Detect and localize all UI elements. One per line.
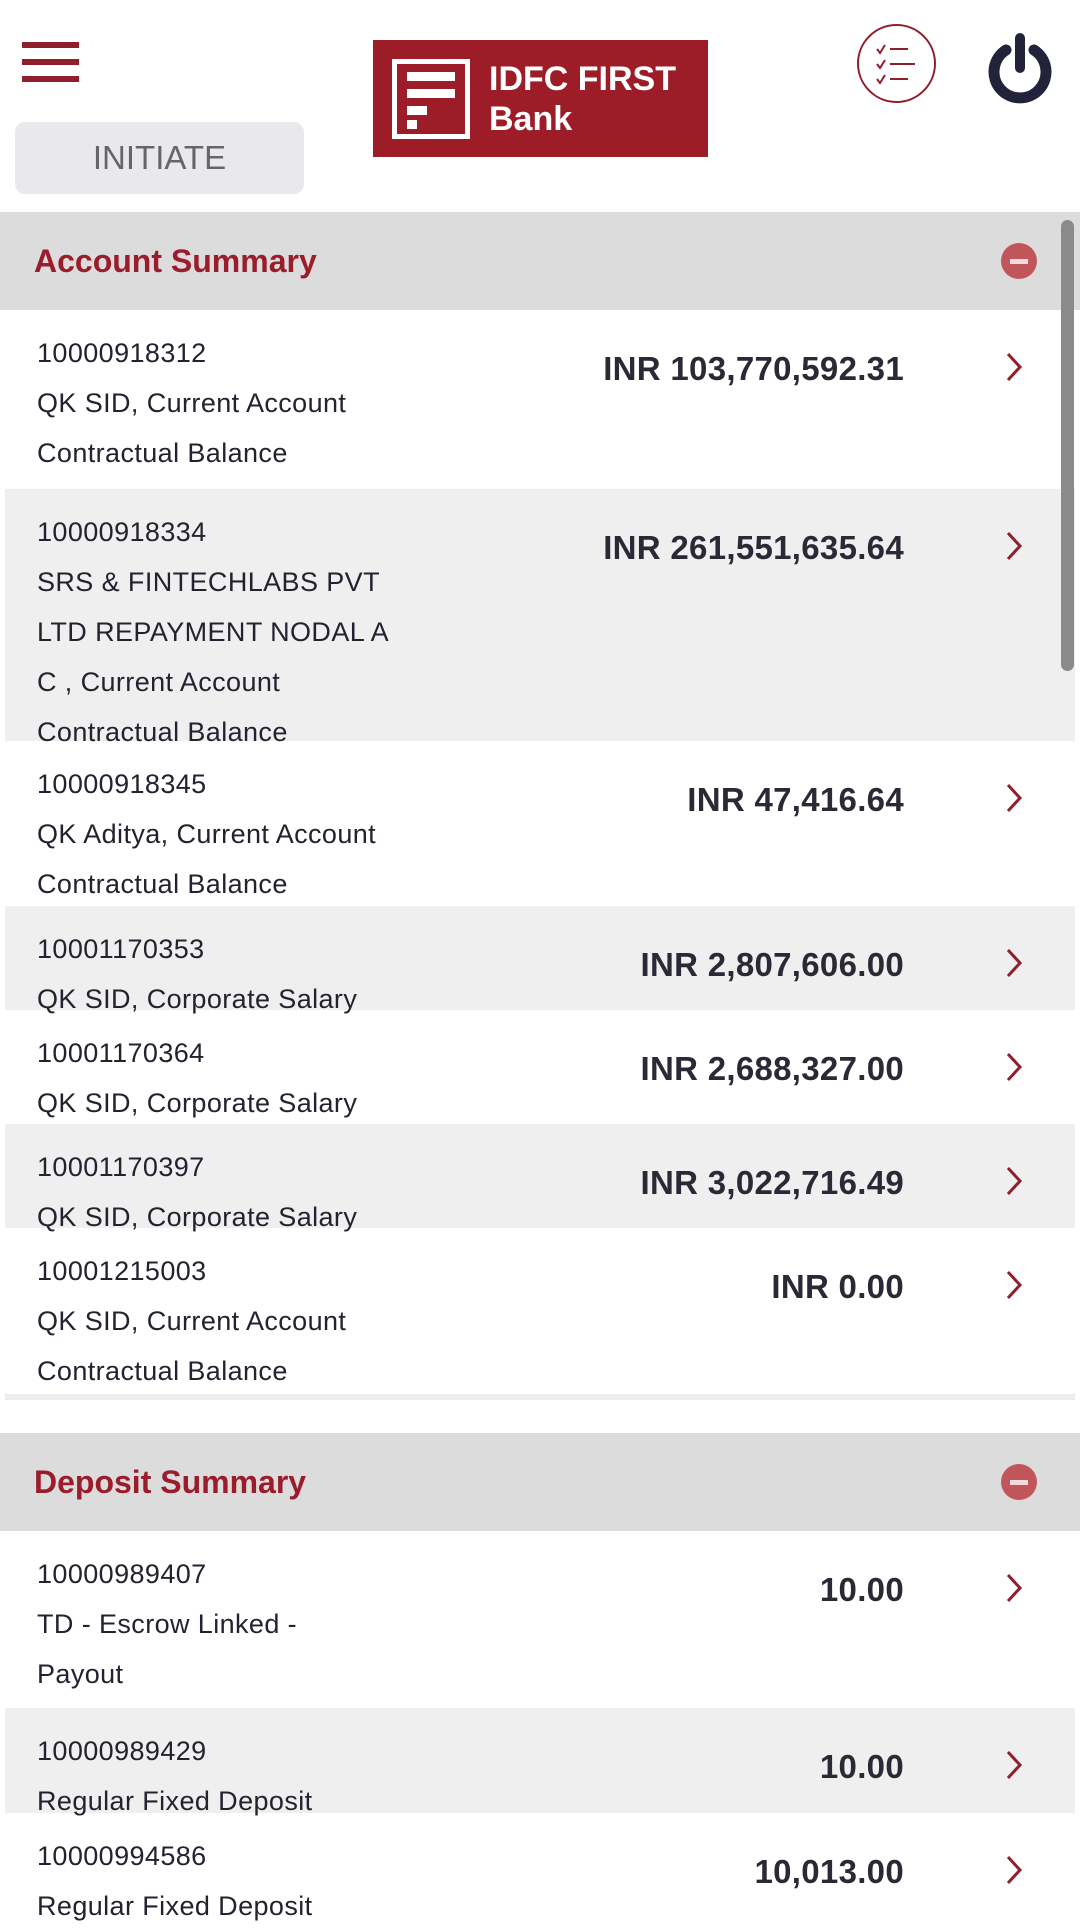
account-description: QK SID, Current Account xyxy=(37,388,347,418)
chevron-right-icon[interactable] xyxy=(1003,1853,1025,1887)
account-number: 10000989407 xyxy=(37,1559,207,1589)
initiate-button[interactable]: INITIATE xyxy=(15,122,304,194)
account-description: SRS & FINTECHLABS PVT xyxy=(37,567,380,597)
account-description: Contractual Balance xyxy=(37,717,288,747)
logo-text-line1: IDFC FIRST xyxy=(489,59,676,98)
account-balance: INR 2,688,327.00 xyxy=(640,1050,904,1087)
collapse-minus-icon[interactable] xyxy=(1001,1464,1037,1500)
account-row[interactable] xyxy=(5,1531,1075,1708)
chevron-right-icon[interactable] xyxy=(1003,350,1025,384)
account-row[interactable] xyxy=(5,1708,1075,1816)
account-row[interactable] xyxy=(5,1010,1075,1124)
deposit-summary-title: Deposit Summary xyxy=(34,1463,307,1500)
account-row[interactable] xyxy=(5,310,1075,489)
account-description: TD - Escrow Linked - xyxy=(37,1609,298,1639)
logo-text-line2: Bank xyxy=(489,99,573,138)
account-balance: INR 2,807,606.00 xyxy=(640,946,904,983)
chevron-right-icon[interactable] xyxy=(1003,529,1025,563)
account-balance: INR 103,770,592.31 xyxy=(603,350,904,387)
deposit-summary-header[interactable] xyxy=(0,1433,1080,1531)
menu-button[interactable] xyxy=(22,42,79,82)
account-balance: 10,013.00 xyxy=(754,1853,904,1890)
account-balance: 10.00 xyxy=(819,1748,904,1785)
account-balance: INR 3,022,716.49 xyxy=(640,1164,904,1201)
account-row[interactable] xyxy=(5,1813,1075,1920)
account-row[interactable] xyxy=(5,741,1075,906)
account-description: C , Current Account xyxy=(37,667,281,697)
account-description: Payout xyxy=(37,1659,124,1689)
account-balance: INR 0.00 xyxy=(771,1268,904,1305)
account-description: QK SID, Corporate Salary xyxy=(37,1088,358,1118)
scrollbar[interactable] xyxy=(1061,220,1074,671)
account-description: Contractual Balance xyxy=(37,438,288,468)
account-balance: INR 47,416.64 xyxy=(687,781,904,818)
account-description: QK SID, Corporate Salary xyxy=(37,984,358,1014)
account-row[interactable] xyxy=(5,906,1075,1014)
account-number: 10001170397 xyxy=(37,1152,205,1182)
account-number: 10000989429 xyxy=(37,1736,207,1766)
account-balance: INR 261,551,635.64 xyxy=(603,529,904,566)
chevron-right-icon[interactable] xyxy=(1003,1050,1025,1084)
chevron-right-icon[interactable] xyxy=(1003,781,1025,815)
account-row[interactable] xyxy=(5,489,1075,747)
power-icon[interactable] xyxy=(988,32,1052,104)
account-description: Contractual Balance xyxy=(37,1356,288,1386)
account-description: QK SID, Current Account xyxy=(37,1306,347,1336)
account-row[interactable] xyxy=(5,1228,1075,1394)
account-description: Regular Fixed Deposit xyxy=(37,1891,313,1921)
chevron-right-icon[interactable] xyxy=(1003,1748,1025,1782)
account-summary-header[interactable] xyxy=(0,212,1080,310)
chevron-right-icon[interactable] xyxy=(1003,1268,1025,1302)
logo-text xyxy=(489,59,676,139)
divider xyxy=(5,1394,1075,1400)
account-description: QK SID, Corporate Salary xyxy=(37,1202,358,1232)
idfc-first-bank-logo xyxy=(373,40,708,157)
account-number: 10001170364 xyxy=(37,1038,205,1068)
account-number: 10000918312 xyxy=(37,338,207,368)
hamburger-bar xyxy=(22,59,79,65)
chevron-right-icon[interactable] xyxy=(1003,946,1025,980)
account-number: 10000918334 xyxy=(37,517,207,547)
hamburger-icon xyxy=(22,42,79,48)
account-number: 10000994586 xyxy=(37,1841,207,1871)
account-row[interactable] xyxy=(5,1124,1075,1232)
chevron-right-icon[interactable] xyxy=(1003,1571,1025,1605)
account-number: 10001215003 xyxy=(37,1256,207,1286)
chevron-right-icon[interactable] xyxy=(1003,1164,1025,1198)
hamburger-bar xyxy=(22,76,79,82)
account-description: LTD REPAYMENT NODAL A xyxy=(37,617,389,647)
account-number: 10000918345 xyxy=(37,769,207,799)
logo-mark xyxy=(392,59,470,139)
account-description: Regular Fixed Deposit xyxy=(37,1786,313,1816)
account-summary-title: Account Summary xyxy=(34,242,317,279)
account-balance: 10.00 xyxy=(819,1571,904,1608)
checklist-icon[interactable] xyxy=(857,24,936,103)
account-number: 10001170353 xyxy=(37,934,205,964)
account-description: QK Aditya, Current Account xyxy=(37,819,377,849)
account-description: Contractual Balance xyxy=(37,869,288,899)
collapse-minus-icon[interactable] xyxy=(1001,243,1037,279)
